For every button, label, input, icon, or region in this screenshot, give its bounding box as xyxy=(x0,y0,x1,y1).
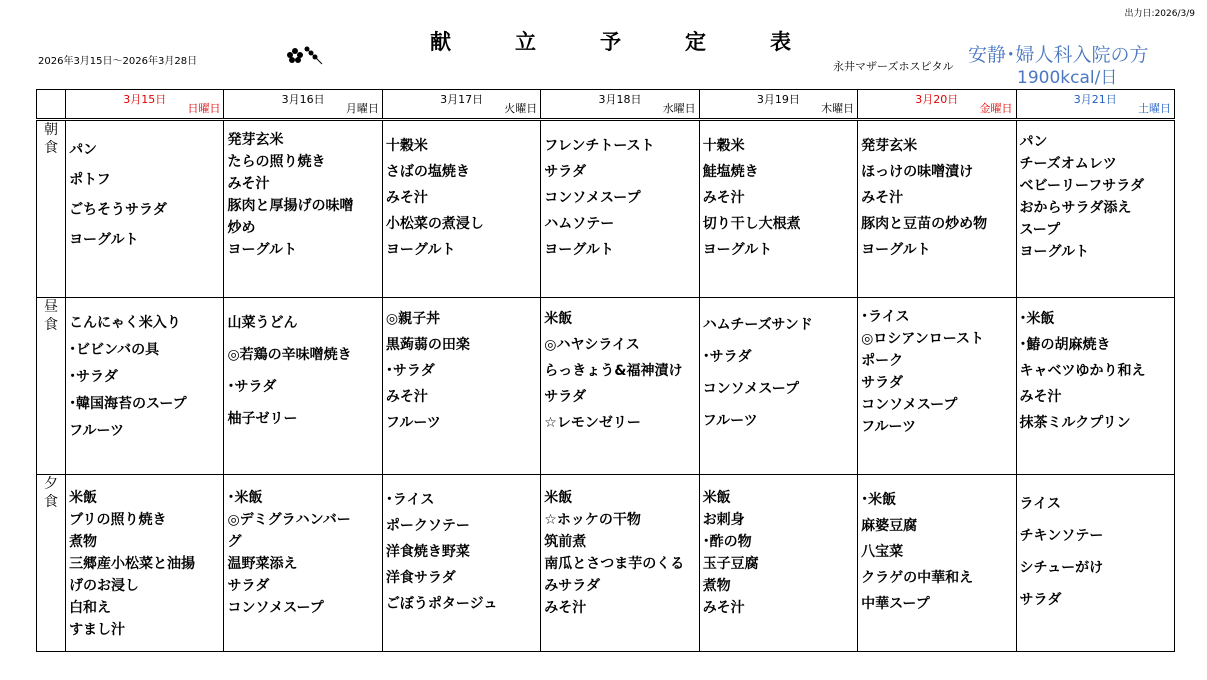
menu-item: ･サラダ xyxy=(227,379,277,395)
menu-item: 十穀米 xyxy=(702,138,745,154)
dinner-cell xyxy=(382,475,540,652)
menu-item: 筑前煮 xyxy=(544,534,587,550)
menu-item: ヨーグルト xyxy=(227,242,298,258)
menu-item: ほっけの味噌漬け xyxy=(861,164,974,180)
menu-item: 南瓜とさつま芋のくる xyxy=(544,556,685,572)
menu-item: ･サラダ xyxy=(385,363,435,379)
day-date: 3月17日 xyxy=(440,93,484,106)
day-date: 3月19日 xyxy=(756,93,800,106)
menu-item: みそ汁 xyxy=(861,190,904,206)
breakfast-cell xyxy=(541,120,699,298)
menu-item: さばの塩焼き xyxy=(385,164,470,180)
day-weekday: 水曜日 xyxy=(662,102,696,115)
menu-item: みそ汁 xyxy=(702,190,745,206)
menu-item: ヨーグルト xyxy=(385,242,456,258)
menu-item: 発芽玄米 xyxy=(227,132,284,148)
menu-item: サラダ xyxy=(544,389,587,405)
menu-item: ポーク xyxy=(861,353,904,369)
menu-item: 三郷産小松菜と油揚 xyxy=(69,556,196,572)
day-weekday: 日曜日 xyxy=(187,102,221,115)
dinner-cell xyxy=(1016,475,1175,652)
menu-item: みそ汁 xyxy=(385,389,428,405)
menu-item: こんにゃく米入り xyxy=(69,315,181,331)
menu-item: 柚子ゼリー xyxy=(227,411,298,427)
menu-item: 米飯 xyxy=(544,311,573,327)
menu-item: 煮物 xyxy=(702,578,731,594)
menu-item: コンソメスープ xyxy=(861,397,958,413)
menu-item: おからサラダ添え xyxy=(1019,200,1132,216)
hospital-name: 永井マザーズホスピタル xyxy=(833,60,954,73)
dinner-row xyxy=(37,475,1175,652)
menu-item: ･鰆の胡麻焼き xyxy=(1019,337,1111,353)
menu-item: ･酢の物 xyxy=(702,534,752,550)
day-header xyxy=(66,90,224,120)
menu-item: 洋食サラダ xyxy=(385,570,456,586)
menu-item: コンソメスープ xyxy=(702,381,800,397)
menu-item: フルーツ xyxy=(702,413,758,429)
day-header xyxy=(1016,90,1175,120)
menu-item: ハムチーズサンド xyxy=(702,317,813,333)
menu-item: ◎親子丼 xyxy=(385,311,441,327)
menu-item: ･ライス xyxy=(385,492,435,508)
menu-item: ベビーリーフサラダ xyxy=(1019,178,1145,194)
dinner-cell xyxy=(66,475,224,652)
dinner-cell xyxy=(541,475,699,652)
menu-item: サラダ xyxy=(1019,592,1062,608)
menu-item: チーズオムレツ xyxy=(1019,156,1117,172)
menu-item: コンソメスープ xyxy=(227,600,324,616)
menu-item: 豚肉と厚揚げの味噌 xyxy=(227,198,354,214)
menu-item: ･サラダ xyxy=(69,369,118,385)
calorie-target: 1900kcal/日 xyxy=(1017,68,1118,88)
menu-item: ヨーグルト xyxy=(861,242,931,258)
menu-item: フレンチトースト xyxy=(544,138,655,154)
breakfast-cell xyxy=(382,120,540,298)
lunch-cell xyxy=(541,298,699,475)
output-date: 出力日:2026/3/9 xyxy=(1124,9,1195,19)
menu-item: ◎デミグラハンバー xyxy=(227,512,351,528)
header-row xyxy=(37,90,1175,120)
menu-item: ごぼうポタージュ xyxy=(385,596,498,612)
dinner-label: 夕 食 xyxy=(37,475,66,652)
menu-item: 煮物 xyxy=(69,534,98,550)
menu-item: みサラダ xyxy=(544,578,601,594)
menu-item: 白和え xyxy=(69,600,112,616)
menu-item: ◎若鶏の辛味噌焼き xyxy=(227,347,352,363)
menu-item: 麻婆豆腐 xyxy=(861,518,918,534)
breakfast-cell xyxy=(66,120,224,298)
menu-item: ポトフ xyxy=(69,172,111,188)
menu-item: コンソメスープ xyxy=(544,190,641,206)
menu-item: げのお浸し xyxy=(69,578,140,594)
menu-item: ･米飯 xyxy=(861,492,897,508)
day-date: 3月18日 xyxy=(598,93,642,106)
menu-item: ･ビビンバの具 xyxy=(69,342,160,358)
menu-item: パン xyxy=(1019,134,1048,150)
breakfast-cell xyxy=(858,120,1016,298)
menu-item: お刺身 xyxy=(702,512,745,528)
breakfast-label: 朝 食 xyxy=(37,120,66,298)
day-header xyxy=(224,90,382,120)
breakfast-cell xyxy=(224,120,382,298)
menu-item: フルーツ xyxy=(385,415,441,431)
menu-item: みそ汁 xyxy=(385,190,428,206)
day-weekday: 金曜日 xyxy=(979,102,1013,115)
page-title: 献 立 予 定 表 xyxy=(430,30,791,54)
menu-item: サラダ xyxy=(544,164,587,180)
menu-item: ポークソテー xyxy=(385,518,470,534)
menu-item: ･韓国海苔のスープ xyxy=(69,396,187,412)
breakfast-row xyxy=(37,120,1175,298)
flower-icon xyxy=(286,44,324,70)
menu-item: ブリの照り焼き xyxy=(69,512,167,528)
menu-item: 米飯 xyxy=(702,490,731,506)
menu-item: 温野菜添え xyxy=(227,556,298,572)
menu-item: 十穀米 xyxy=(385,138,428,154)
menu-item: ◎ハヤシライス xyxy=(544,337,640,353)
menu-item: ･ライス xyxy=(861,309,910,325)
menu-item: ･米飯 xyxy=(1019,311,1055,327)
menu-item: 米飯 xyxy=(544,490,573,506)
menu-item: シチューがけ xyxy=(1019,560,1104,576)
day-weekday: 土曜日 xyxy=(1138,102,1171,115)
menu-item: 鮭塩焼き xyxy=(702,164,759,180)
corner-cell xyxy=(37,90,66,120)
menu-item: らっきょう&福神漬け xyxy=(544,363,683,379)
lunch-cell xyxy=(699,298,857,475)
day-weekday: 月曜日 xyxy=(345,102,379,115)
breakfast-cell xyxy=(1016,120,1175,298)
menu-item: ヨーグルト xyxy=(544,242,614,258)
menu-item: 炒め xyxy=(227,220,256,236)
menu-item: 黒蒟蒻の田楽 xyxy=(385,337,470,353)
menu-item: 切り干し大根煮 xyxy=(702,216,801,232)
menu-item: 抹茶ミルクプリン xyxy=(1019,415,1131,431)
day-date: 3月20日 xyxy=(915,93,959,106)
date-range: 2026年3月15日～2026年3月28日 xyxy=(38,56,198,67)
menu-item: フルーツ xyxy=(69,423,124,439)
menu-item: スープ xyxy=(1019,222,1061,238)
menu-item: 小松菜の煮浸し xyxy=(385,216,484,232)
lunch-label: 昼 食 xyxy=(37,298,66,475)
lunch-cell xyxy=(66,298,224,475)
day-date: 3月15日 xyxy=(123,93,167,106)
menu-item: すまし汁 xyxy=(69,622,126,638)
menu-table xyxy=(36,89,1175,652)
lunch-row xyxy=(37,298,1175,475)
day-weekday: 火曜日 xyxy=(504,102,538,115)
breakfast-cell xyxy=(699,120,857,298)
day-weekday: 木曜日 xyxy=(821,102,855,115)
lunch-cell xyxy=(382,298,540,475)
day-header xyxy=(382,90,540,120)
menu-item: 発芽玄米 xyxy=(861,138,918,154)
menu-item: サラダ xyxy=(227,578,270,594)
menu-item: みそ汁 xyxy=(227,176,270,192)
menu-item: キャベツゆかり和え xyxy=(1019,363,1146,379)
day-header xyxy=(858,90,1016,120)
menu-item: ･サラダ xyxy=(702,349,752,365)
day-header xyxy=(699,90,857,120)
menu-item: ごちそうサラダ xyxy=(69,202,167,218)
menu-item: 洋食焼き野菜 xyxy=(385,544,470,560)
menu-item: チキンソテー xyxy=(1019,528,1104,544)
day-date: 3月21日 xyxy=(1073,93,1117,106)
menu-item: 豚肉と豆苗の炒め物 xyxy=(861,216,988,232)
menu-item: クラゲの中華和え xyxy=(861,570,974,586)
menu-item: ヨーグルト xyxy=(69,232,139,248)
menu-item: みそ汁 xyxy=(702,600,745,616)
diet-type: 安静･婦人科入院の方 xyxy=(968,44,1149,66)
menu-item: ☆ホッケの干物 xyxy=(544,512,641,528)
menu-item: 八宝菜 xyxy=(861,544,904,560)
menu-item: 中華スープ xyxy=(861,596,930,612)
menu-item: 米飯 xyxy=(69,490,98,506)
menu-item: ･米飯 xyxy=(227,490,263,506)
lunch-cell xyxy=(1016,298,1175,475)
menu-item: フルーツ xyxy=(861,419,916,435)
dinner-cell xyxy=(858,475,1016,652)
menu-item: ☆レモンゼリー xyxy=(544,415,641,431)
menu-item: 玉子豆腐 xyxy=(702,556,759,572)
dinner-cell xyxy=(224,475,382,652)
menu-item: たらの照り焼き xyxy=(227,154,326,170)
menu-item: グ xyxy=(227,534,242,550)
day-date: 3月16日 xyxy=(281,93,325,106)
menu-item: ライス xyxy=(1019,496,1061,512)
menu-item: ◎ロシアンロースト xyxy=(861,331,985,347)
menu-item: サラダ xyxy=(861,375,903,391)
menu-item: ハムソテー xyxy=(544,216,615,232)
menu-item: みそ汁 xyxy=(544,600,587,616)
menu-item: ヨーグルト xyxy=(702,242,773,258)
lunch-cell xyxy=(224,298,382,475)
lunch-cell xyxy=(858,298,1016,475)
menu-item: ヨーグルト xyxy=(1019,244,1090,260)
menu-item: パン xyxy=(69,142,98,158)
day-header xyxy=(541,90,699,120)
dinner-cell xyxy=(699,475,857,652)
menu-item: 山菜うどん xyxy=(227,315,298,331)
menu-item: みそ汁 xyxy=(1019,389,1062,405)
